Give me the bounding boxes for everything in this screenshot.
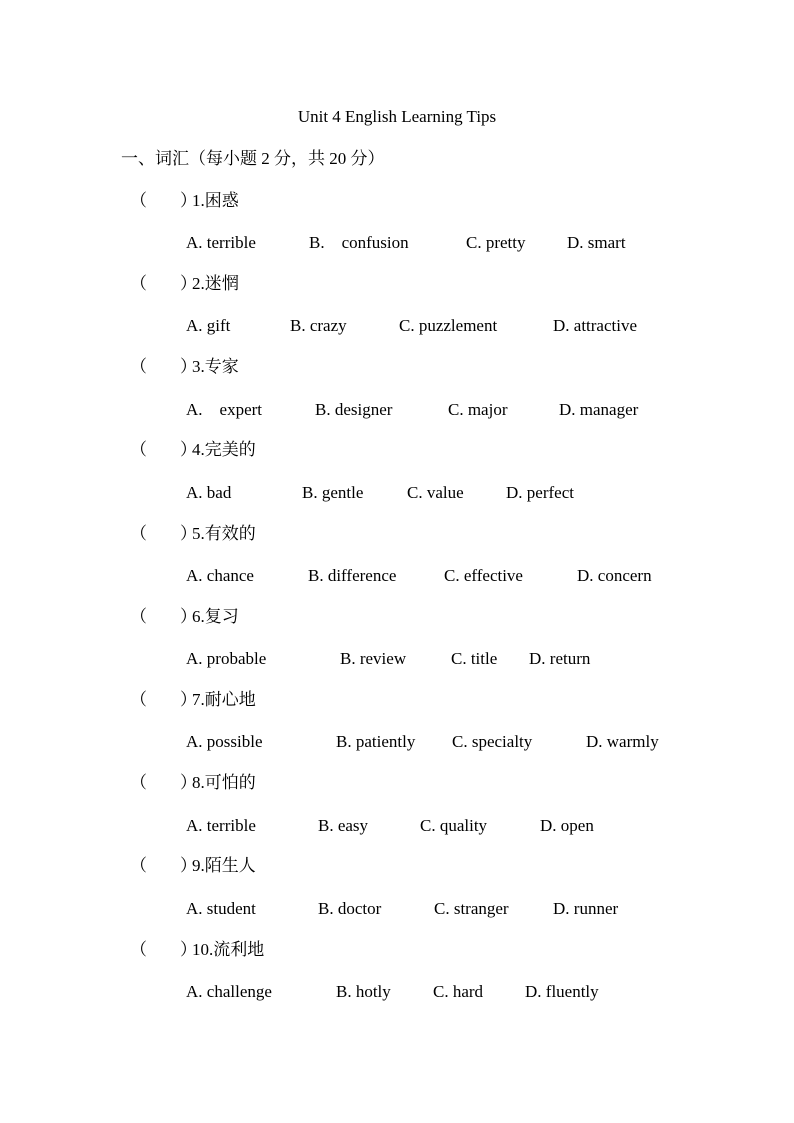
answer-blank-close: ）	[180, 524, 197, 543]
option-c: C. quality	[420, 816, 488, 835]
question-text: 6.复习	[192, 607, 239, 626]
option-a: A. probable	[186, 649, 267, 668]
option-b: B. gentle	[302, 483, 364, 502]
option-c: C. effective	[444, 566, 523, 585]
option-d: D. runner	[553, 899, 619, 918]
answer-blank-close: ）	[180, 773, 197, 792]
option-d: D. open	[540, 816, 594, 835]
option-d: D. manager	[559, 400, 639, 419]
answer-blank-open: （	[130, 524, 147, 543]
option-c: C. puzzlement	[399, 316, 498, 335]
answer-blank-close: ）	[180, 856, 197, 875]
question-text: 1.困惑	[192, 191, 239, 210]
option-b: B. confusion	[309, 233, 409, 252]
option-b: B. difference	[308, 566, 397, 585]
option-b: B. designer	[315, 400, 393, 419]
option-c: C. value	[407, 483, 464, 502]
option-a: A. possible	[186, 732, 263, 751]
answer-blank-close: ）	[180, 940, 197, 959]
option-a: A. bad	[186, 483, 232, 502]
answer-blank-open: （	[130, 856, 147, 875]
answer-blank-open: （	[130, 357, 147, 376]
answer-blank-close: ）	[180, 607, 197, 626]
option-a: A. terrible	[186, 233, 256, 252]
option-b: B. doctor	[318, 899, 382, 918]
option-a: A. chance	[186, 566, 254, 585]
option-b: B. crazy	[290, 316, 347, 335]
answer-blank-open: （	[130, 440, 147, 459]
option-a: A. terrible	[186, 816, 256, 835]
question-text: 9.陌生人	[192, 856, 256, 875]
answer-blank-open: （	[130, 274, 147, 293]
option-b: B. hotly	[336, 982, 391, 1001]
option-d: D. perfect	[506, 483, 574, 502]
option-a: A. challenge	[186, 982, 272, 1001]
question-text: 7.耐心地	[192, 690, 256, 709]
question-text: 4.完美的	[192, 440, 256, 459]
answer-blank-close: ）	[180, 274, 197, 293]
question-text: 5.有效的	[192, 524, 256, 543]
option-d: D. return	[529, 649, 591, 668]
answer-blank-close: ）	[180, 440, 197, 459]
option-b: B. patiently	[336, 732, 416, 751]
answer-blank-open: （	[130, 191, 147, 210]
section-heading: 一、词汇（每小题 2 分，共 20 分）	[121, 149, 385, 168]
option-a: A. gift	[186, 316, 231, 335]
answer-blank-open: （	[130, 940, 147, 959]
question-text: 2.迷惘	[192, 274, 239, 293]
answer-blank-open: （	[130, 690, 147, 709]
page-title: Unit 4 English Learning Tips	[297, 107, 497, 126]
option-d: D. warmly	[586, 732, 659, 751]
option-c: C. major	[448, 400, 508, 419]
answer-blank-open: （	[130, 607, 147, 626]
answer-blank-close: ）	[180, 690, 197, 709]
option-c: C. stranger	[434, 899, 509, 918]
option-d: D. attractive	[553, 316, 638, 335]
option-c: C. specialty	[452, 732, 533, 751]
option-b: B. easy	[318, 816, 369, 835]
option-b: B. review	[340, 649, 407, 668]
question-text: 3.专家	[192, 357, 239, 376]
option-c: C. pretty	[466, 233, 526, 252]
answer-blank-close: ）	[180, 191, 197, 210]
answer-blank-close: ）	[180, 357, 197, 376]
option-c: C. title	[451, 649, 498, 668]
option-d: D. fluently	[525, 982, 599, 1001]
answer-blank-open: （	[130, 773, 147, 792]
option-c: C. hard	[433, 982, 484, 1001]
option-d: D. concern	[577, 566, 652, 585]
option-d: D. smart	[567, 233, 626, 252]
question-text: 10.流利地	[192, 940, 265, 959]
option-a: A. expert	[186, 400, 263, 419]
question-text: 8.可怕的	[192, 773, 256, 792]
option-a: A. student	[186, 899, 256, 918]
